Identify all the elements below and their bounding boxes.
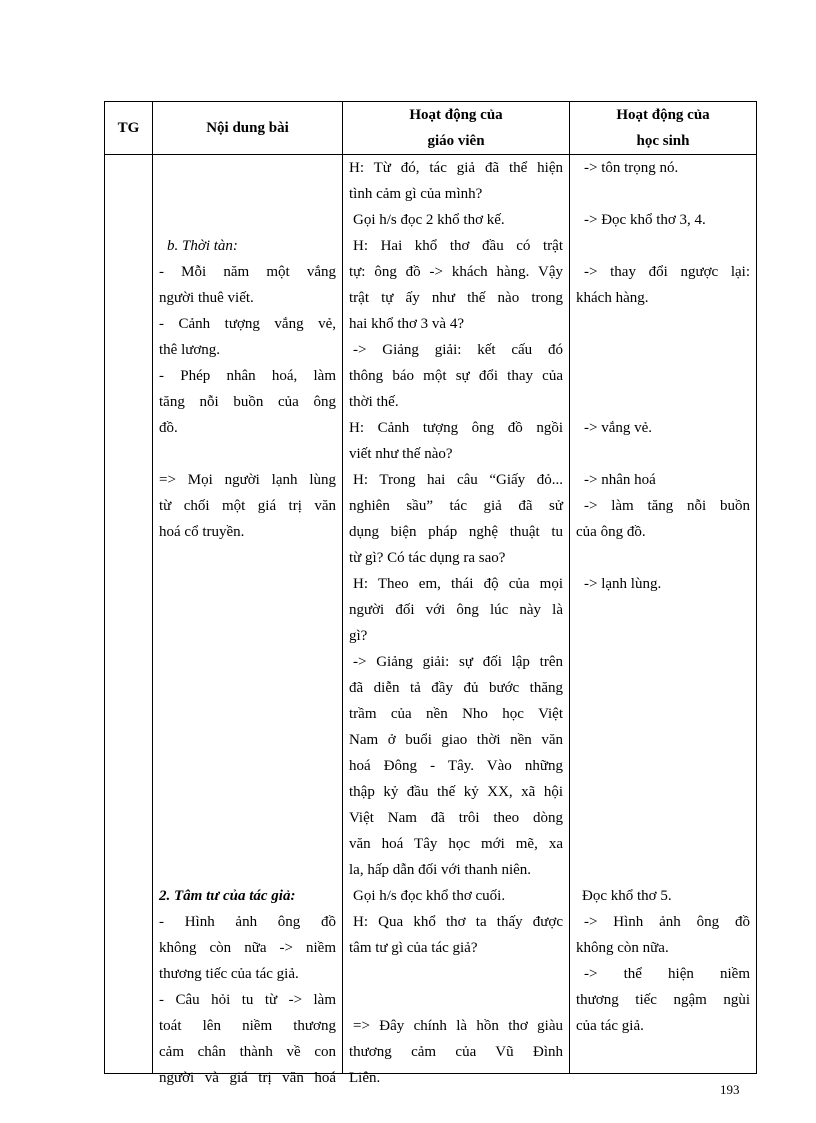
student-line: -> Đọc khổ thơ 3, 4. (584, 212, 706, 228)
content-line: thương tiếc của tác giả. (159, 966, 299, 982)
student-line: -> Hình ảnh ông đồ (584, 914, 750, 930)
student-line: không còn nữa. (576, 940, 669, 956)
time-cell (105, 155, 153, 1074)
teacher-line: thập kỷ đầu thế kỷ XX, xã hội (349, 784, 563, 800)
teacher-line: dụng biện pháp nghệ thuật tu (349, 524, 563, 540)
student-line: -> lạnh lùng. (584, 576, 662, 592)
teacher-line: -> Giảng giải: sự đối lập trên (353, 654, 563, 670)
student-line: Đọc khổ thơ 5. (582, 888, 672, 904)
teacher-line: H: Hai khổ thơ đầu có trật (353, 238, 563, 254)
teacher-line: Việt Nam đã trôi theo dòng (349, 810, 563, 826)
teacher-line: đã diễn tả đầy đủ bước thăng (349, 680, 563, 696)
teacher-line: thương cảm của Vũ Đình (349, 1044, 563, 1060)
content-line: không còn nữa -> niềm (159, 940, 336, 956)
teacher-line: tình cảm gì của mình? (349, 186, 483, 202)
teacher-cell (343, 155, 570, 1086)
content-line: thê lương. (159, 342, 221, 358)
teacher-line: tâm tư gì của tác giả? (349, 940, 478, 956)
content-line: người thuê viết. (159, 290, 254, 306)
student-line: thương tiếc ngậm ngùi (576, 992, 750, 1008)
teacher-line: -> Giảng giải: kết cấu đó (353, 342, 563, 358)
teacher-line: Gọi h/s đọc 2 khổ thơ kế. (353, 212, 505, 228)
content-line: từ chối một giá trị văn (159, 498, 336, 514)
teacher-line: H: Cảnh tượng ông đồ ngồi (349, 420, 563, 436)
content-line: tăng nỗi buồn của ông (159, 394, 336, 410)
student-line: của ông đồ. (576, 524, 646, 540)
header-content: Nội dung bài (153, 102, 343, 155)
student-line: -> vắng vẻ. (584, 420, 653, 436)
content-line: 2. Tâm tư của tác giả: (159, 888, 296, 904)
content-line: hoá cổ truyền. (159, 524, 245, 540)
teacher-line: la, hấp dẫn đối với thanh niên. (349, 862, 532, 878)
teacher-line: trật tự ấy như thế nào trong (349, 290, 563, 306)
teacher-line: tự: ông đồ -> khách hàng. Vậy (349, 264, 563, 280)
teacher-line: trầm của nền Nho học Việt (349, 706, 563, 722)
teacher-line: người đối với ông lúc này là (349, 602, 563, 618)
content-line: đồ. (159, 420, 178, 436)
content-line: b. Thời tàn: (167, 238, 238, 254)
student-line: của tác giả. (576, 1018, 644, 1034)
page-number: 193 (720, 1082, 740, 1097)
teacher-line: Nam ở buổi giao thời nền văn (349, 732, 563, 748)
teacher-line: hai khổ thơ 3 và 4? (349, 316, 464, 332)
content-line: cảm chân thành về con (159, 1044, 336, 1060)
content-line: => Mọi người lạnh lùng (159, 472, 336, 488)
student-line: khách hàng. (576, 290, 649, 306)
content-line: - Phép nhân hoá, làm (159, 368, 336, 384)
student-line: -> làm tăng nỗi buồn (584, 498, 750, 514)
teacher-line: văn hoá Tây học mới mẽ, xa (349, 836, 563, 852)
teacher-line: thông báo một sự đổi thay của (349, 368, 563, 384)
student-line: -> nhân hoá (584, 472, 656, 488)
teacher-line: H: Trong hai câu “Giấy đỏ... (353, 472, 563, 488)
header-time: TG (105, 102, 153, 155)
student-cell (570, 155, 757, 1074)
content-line: - Hình ảnh ông đồ (159, 914, 336, 930)
teacher-line: viết như thế nào? (349, 446, 453, 462)
header-teacher: Hoạt động của giáo viên (343, 102, 570, 155)
teacher-line: gì? (349, 628, 368, 644)
student-line: -> thay đổi ngược lại: (584, 264, 750, 280)
teacher-line: => Đây chính là hồn thơ giàu (353, 1018, 563, 1034)
content-line: người và giá trị văn hoá (159, 1070, 336, 1086)
teacher-line: từ gì? Có tác dụng ra sao? (349, 550, 506, 566)
content-line: - Cảnh tượng vắng vẻ, (159, 316, 336, 332)
teacher-line: hoá Đông - Tây. Vào những (349, 758, 563, 774)
content-line: - Câu hỏi tu từ -> làm (159, 992, 336, 1008)
content-line: toát lên niềm thương (159, 1018, 336, 1034)
teacher-line: Liên. (349, 1070, 381, 1086)
lesson-plan-table (104, 101, 757, 1086)
teacher-line: H: Theo em, thái độ của mọi (353, 576, 563, 592)
student-line: -> tôn trọng nó. (584, 160, 679, 176)
header-student: Hoạt động của học sinh (570, 102, 757, 155)
content-cell (153, 155, 343, 1086)
teacher-line: H: Từ đó, tác giả đã thể hiện (349, 160, 563, 176)
student-line: -> thể hiện niềm (584, 966, 750, 982)
table-header-row (105, 102, 757, 155)
teacher-line: H: Qua khổ thơ ta thấy được (353, 914, 563, 930)
table-row (105, 155, 757, 1074)
teacher-line: Gọi h/s đọc khổ thơ cuối. (353, 888, 506, 904)
teacher-line: thời thế. (349, 394, 399, 410)
content-line: - Mỗi năm một vắng (159, 264, 336, 280)
teacher-line: nghiên sầu” tác giả đã sử (349, 498, 563, 514)
